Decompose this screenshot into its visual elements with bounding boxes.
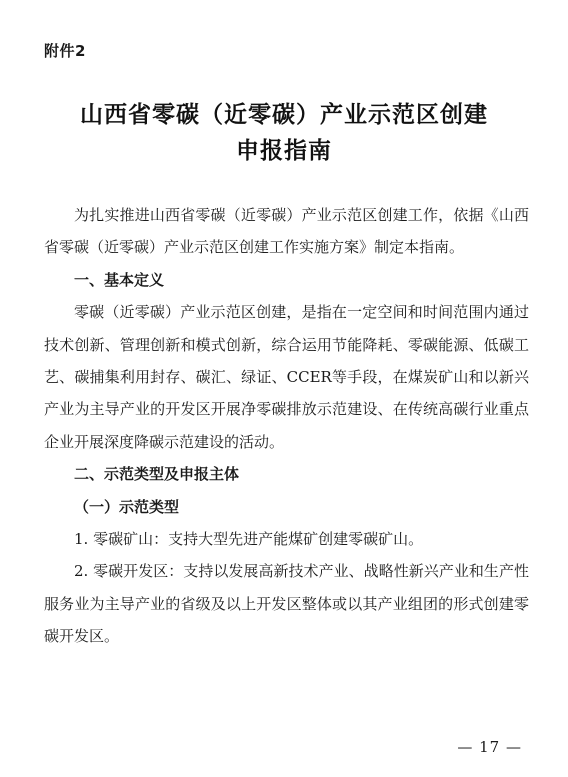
- section-1-paragraph: 零碳（近零碳）产业示范区创建，是指在一定空间和时间范围内通过技术创新、管理创新和模式创新，综合运用节能降耗、零碳能源、低碳工艺、碳捕集利用封存、碳汇、绿证、CCER等手段，在煤炭矿山和以新兴产业为主导产业的开发区开展净零碳排放示范建设、在传统高碳行业重点企业开展深度降碳示范建设的活动。: [44, 303, 529, 451]
- document-body: [44, 199, 529, 653]
- intro-paragraph: 为扎实推进山西省零碳（近零碳）产业示范区创建工作，依据《山西省零碳（近零碳）产业示范区创建工作实施方案》制定本指南。: [44, 206, 529, 257]
- section-2-subheading: （一）示范类型: [74, 497, 180, 516]
- section-1-heading: 一、基本定义: [74, 270, 165, 289]
- document-title-line-2: 申报指南: [236, 138, 332, 164]
- attachment-label: 附件2: [44, 42, 86, 60]
- section-2-heading: 二、示范类型及申报主体: [74, 465, 240, 484]
- list-item: 2. 零碳开发区：支持以发展高新技术产业、战略性新兴产业和生产性服务业为主导产业的省级及以上开发区整体或以其产业组团的形式创建零碳开发区。: [44, 562, 529, 646]
- page-number: — 17 —: [457, 738, 522, 756]
- document-title-line-1: 山西省零碳（近零碳）产业示范区创建: [80, 102, 488, 128]
- list-item: 1. 零碳矿山：支持大型先进产能煤矿创建零碳矿山。: [74, 530, 424, 549]
